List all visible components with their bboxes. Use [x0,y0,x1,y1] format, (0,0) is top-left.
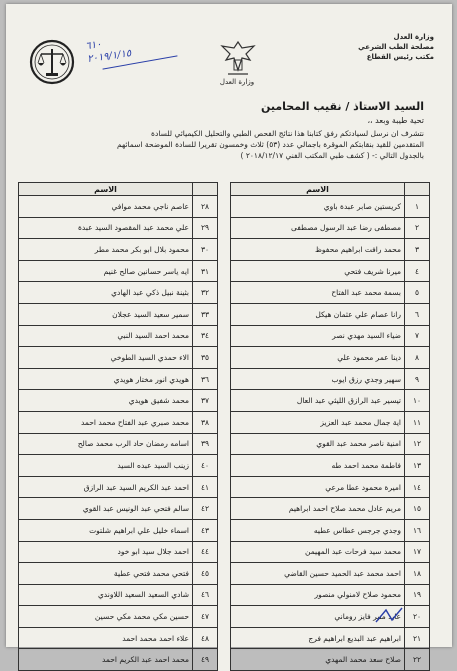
table-row [19,563,430,585]
column-gap [218,649,231,671]
row-number: ٤٥ [193,563,218,585]
row-name: سالم فتحي عبد الونيس عبد القوي [19,498,193,520]
table-row [19,260,430,282]
column-gap [218,260,231,282]
row-number: ٥ [405,282,430,304]
row-name: عايد منير فايز روماني [231,606,405,628]
row-name: امنية ناصر محمد عبد القوي [231,433,405,455]
row-name: فاطمة محمد احمد طه [231,455,405,477]
document-page [6,4,452,665]
row-number: ٣٤ [193,325,218,347]
row-name: اسماء خليل علي ابراهيم شلتوت [19,519,193,541]
justice-scales-logo-icon [28,38,76,86]
letterhead-line: مصلحة الطب الشرعي [358,43,434,51]
row-name: هويدي انور مختار هويدي [19,368,193,390]
row-name: محمد احمد السيد النبي [19,325,193,347]
row-number: ١١ [405,411,430,433]
row-number: ٩ [405,368,430,390]
row-number: ٤ [405,260,430,282]
column-gap [218,476,231,498]
column-gap [218,606,231,628]
names-table-wrapper [18,182,430,671]
row-name: محمد رافت ابراهيم محفوظ [231,239,405,261]
row-number: ١٣ [405,455,430,477]
row-name: رانا عصام علي عثمان هيكل [231,303,405,325]
row-name: ابراهيم عبد البديع ابراهيم فرج [231,627,405,649]
row-name: محمود بلال ابو بكر محمد مطر [19,239,193,261]
row-name: صلاح سعد محمد المهدي [231,649,405,671]
table-row [19,347,430,369]
table-row [19,239,430,261]
column-gap [218,584,231,606]
row-name: محمد شفيق هويدي [19,390,193,412]
row-number: ١٩ [405,584,430,606]
row-name: اسامه رمضان حاد الرب محمد صالح [19,433,193,455]
row-name: محمد صبري عبد الفتاح محمد احمد [19,411,193,433]
row-name: محمود صلاح لامنولي منصور [231,584,405,606]
letterhead-text [324,32,434,62]
row-number: ١٥ [405,498,430,520]
table-row [19,455,430,477]
table-body [19,196,430,671]
table-row [19,368,430,390]
row-number: ٣ [405,239,430,261]
table-row [19,627,430,649]
row-name: ضياء السيد مهدي نصر [231,325,405,347]
handwritten-reference [85,28,178,66]
row-number: ٣١ [193,260,218,282]
row-name: ايه ياسر حسانين صالح غنيم [19,260,193,282]
column-gap [218,455,231,477]
num-header [193,183,218,196]
column-gap [218,541,231,563]
names-table [18,182,430,671]
row-number: ٤٤ [193,541,218,563]
row-name: كريستين صابر عبدة باوي [231,196,405,218]
row-number: ٧ [405,325,430,347]
column-gap [218,325,231,347]
column-gap [218,239,231,261]
intro-line: بالجدول التالي :- ( كشف طبي المكتب الفني ٢٠١٨/١٢/١٧ ) [240,151,424,160]
table-row [19,411,430,433]
row-name: شادي السعيد السعيد اللاوندي [19,584,193,606]
column-gap [218,347,231,369]
row-number: ٣٢ [193,282,218,304]
column-gap [218,217,231,239]
row-name: ميرنا شريف فتحي [231,260,405,282]
column-gap [218,519,231,541]
row-name: تيسير عبد الرازق الليثي عبد العال [231,390,405,412]
row-number: ٣٦ [193,368,218,390]
row-name: دينا عمر محمود علي [231,347,405,369]
row-name: احمد جلال سيد ابو خود [19,541,193,563]
table-row [19,196,430,218]
table-row [19,433,430,455]
row-name: محمد احمد عبد الكريم احمد [19,649,193,671]
table-row [19,476,430,498]
row-name: عاصم ناجي محمد موافي [19,196,193,218]
row-number: ١٤ [405,476,430,498]
table-row [19,217,430,239]
ministry-label: وزارة العدل [219,78,255,86]
row-number: ٤٠ [193,455,218,477]
row-name: حسين مكي محمد مكي حسين [19,606,193,628]
row-number: ٣٥ [193,347,218,369]
row-name: سهير وجدي رزق ايوب [231,368,405,390]
row-number: ٣٣ [193,303,218,325]
name-header-left: الاسم [19,183,193,196]
table-row [19,541,430,563]
row-number: ٣٨ [193,411,218,433]
row-name: محمد سيد فرحات عبد المهيمن [231,541,405,563]
row-number: ٢ [405,217,430,239]
table-row [19,390,430,412]
name-header-right: الاسم [231,183,405,196]
column-gap [218,282,231,304]
table-row [19,303,430,325]
column-gap [218,498,231,520]
row-name: فتحي محمد فتحي عطية [19,563,193,585]
row-number: ٤٣ [193,519,218,541]
row-name: زينب السيد عبده السيد [19,455,193,477]
row-name: بثينة نبيل ذكي عبد الهادي [19,282,193,304]
column-gap [218,627,231,649]
table-header-row [19,183,430,196]
row-name: احمد عبد الكريم السيد عبد الرازق [19,476,193,498]
row-number: ٤٢ [193,498,218,520]
column-gap [218,390,231,412]
column-gap [218,411,231,433]
row-number: ٤٩ [193,649,218,671]
row-number: ٤١ [193,476,218,498]
table-row [19,584,430,606]
row-number: ٦ [405,303,430,325]
row-number: ١ [405,196,430,218]
column-gap [218,303,231,325]
table-row [19,606,430,628]
row-name: مريم عادل محمد صلاح احمد ابراهيم [231,498,405,520]
row-number: ١٠ [405,390,430,412]
row-number: ٤٦ [193,584,218,606]
row-name: وجدي جرجس عطاس عطيه [231,519,405,541]
row-number: ٢٢ [405,649,430,671]
table-row [19,498,430,520]
row-name: علاء احمد محمد احمد [19,627,193,649]
row-name: اميرة محمود عطا مرعي [231,476,405,498]
intro-line: نتشرف ان نرسل لسيادتكم رفق كتابنا هذا نتائج الفحص الطبي والتحليل الكيميائي للسادة [151,129,424,138]
salutation: السيد الاستاذ / نقيب المحامين [260,100,424,113]
eagle-emblem-icon [220,38,256,78]
num-header [405,183,430,196]
column-gap [218,368,231,390]
handwritten-number: ٦١٠ [84,39,103,53]
row-number: ٣٧ [193,390,218,412]
letterhead-line: وزارة العدل [393,33,434,41]
row-name: احمد محمد عبد الحميد حسين القاضي [231,563,405,585]
row-number: ٢٩ [193,217,218,239]
row-number: ٨ [405,347,430,369]
intro-line: المتقدمين للقيد بنقابتكم الموقرة باجمالي عدد (٥٣) ثلاث وخمسون تقريرا للسادة الموضحة اسمائهم [116,140,424,149]
row-number: ٢٠ [405,606,430,628]
row-number: ١٧ [405,541,430,563]
row-number: ٢٨ [193,196,218,218]
row-name: سمير سعيد السيد عجلان [19,303,193,325]
table-row [19,519,430,541]
column-gap [218,196,231,218]
row-name: علي محمد عبد المقصود السيد عبدة [19,217,193,239]
row-number: ٣٠ [193,239,218,261]
row-number: ٢١ [405,627,430,649]
row-number: ٤٨ [193,627,218,649]
letterhead-line: مكتب رئيس القطاع [366,53,434,61]
column-gap [218,433,231,455]
handwritten-date: ٢٠١٩/١/١٥ [86,48,133,66]
row-number: ٣٩ [193,433,218,455]
table-row [19,282,430,304]
table-row [19,649,430,671]
row-name: اية جمال محمد عبد العزيز [231,411,405,433]
handwritten-mark-icon [374,606,404,626]
row-number: ١٢ [405,433,430,455]
row-number: ١٨ [405,563,430,585]
column-gap [218,183,231,196]
intro-paragraph [34,128,424,161]
table-row [19,325,430,347]
row-name: مصطفى رضا عبد الرسول مصطفى [231,217,405,239]
row-name: بسمة محمد عبد الفتاح [231,282,405,304]
greeting: تحية طيبة وبعد ،، [367,116,424,125]
row-number: ٤٧ [193,606,218,628]
column-gap [218,563,231,585]
row-number: ١٦ [405,519,430,541]
row-name: الاء حمدي السيد الطوخي [19,347,193,369]
